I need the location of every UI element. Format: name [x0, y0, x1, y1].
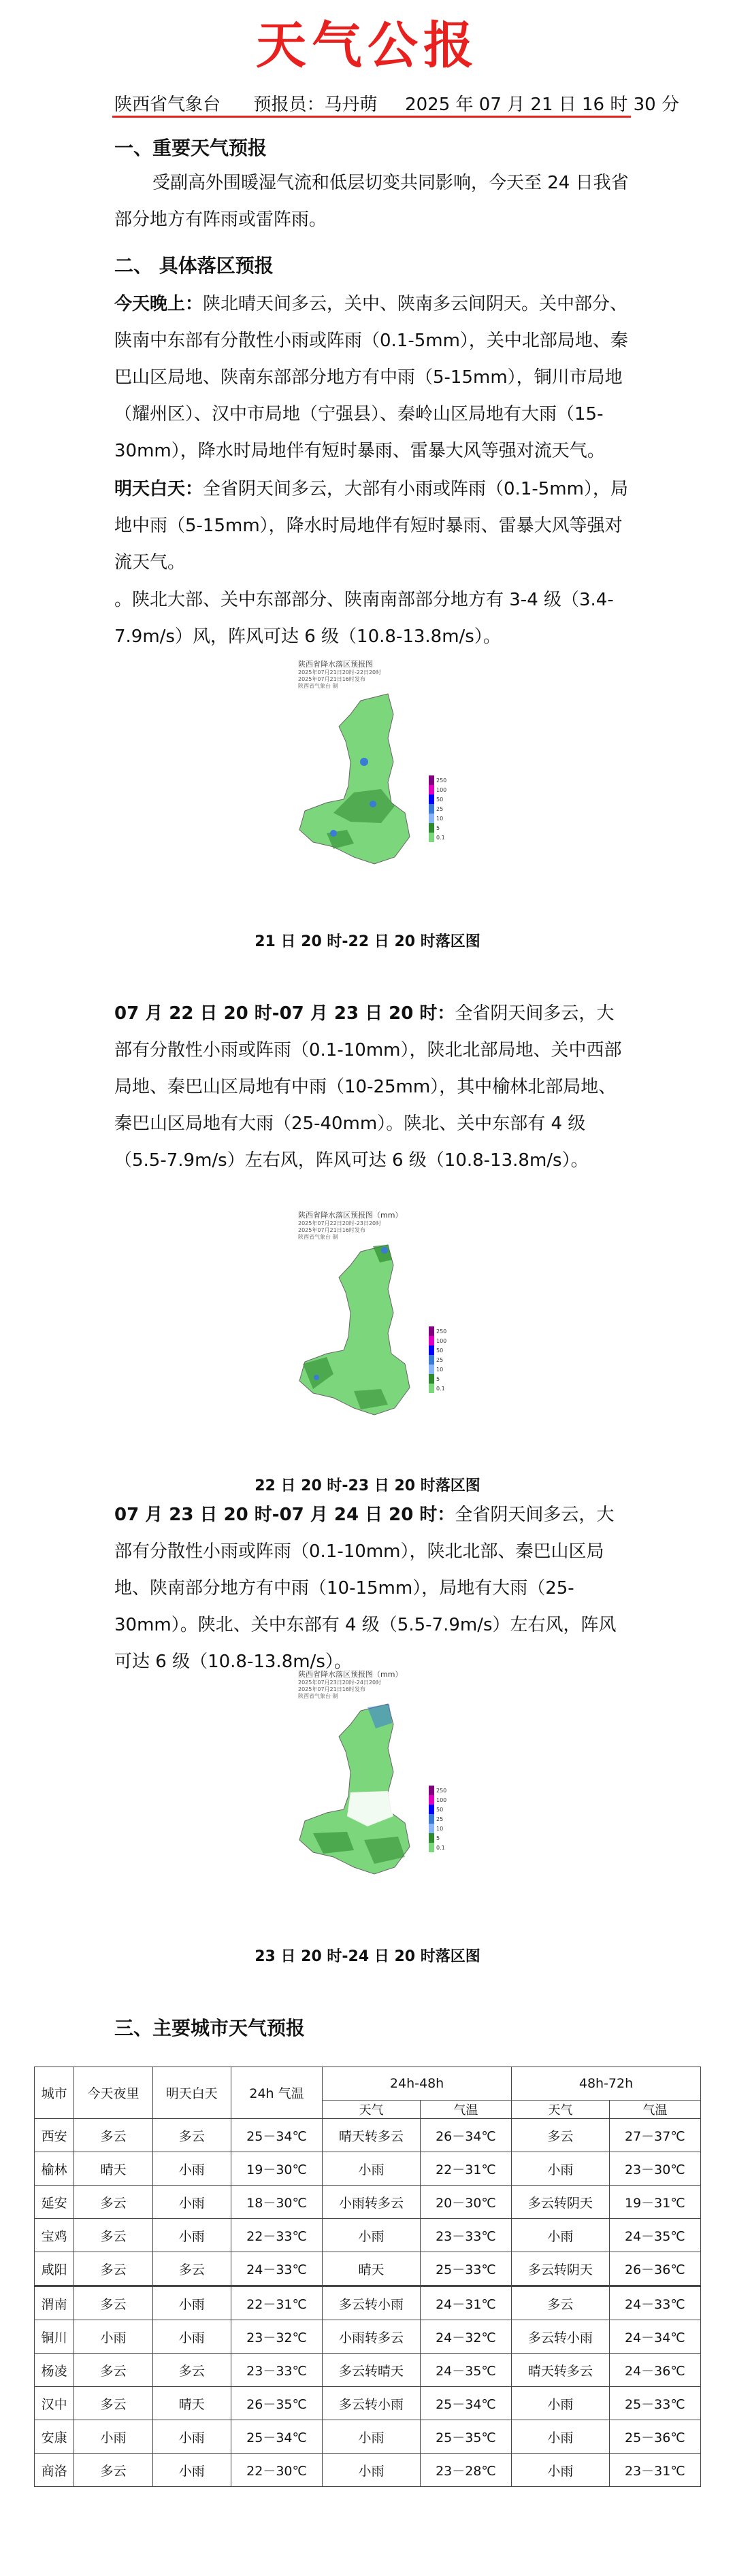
table-cell: 小雨转多云 — [323, 2320, 421, 2354]
table-cell: 小雨 — [512, 2152, 610, 2186]
legend-entry — [429, 823, 446, 833]
map1-caption: 21 日 20 时-22 日 20 时落区图 — [255, 933, 480, 950]
table-cell: 25－34℃ — [420, 2387, 511, 2420]
legend-label: 250 — [436, 777, 447, 784]
table-cell: 晴天 — [323, 2252, 421, 2286]
table-cell: 19－31℃ — [609, 2186, 700, 2219]
table-cell: 22－30℃ — [231, 2454, 322, 2487]
table-cell: 小雨 — [323, 2420, 421, 2454]
reporter: 预报员：马丹萌 — [253, 95, 378, 115]
table-cell: 26－34℃ — [420, 2119, 511, 2152]
city-cell: 安康 — [35, 2420, 74, 2454]
legend-entry — [429, 804, 446, 814]
legend-swatch — [429, 1355, 434, 1365]
legend-label: 50 — [436, 796, 444, 803]
table-cell: 小雨 — [152, 2420, 231, 2454]
legend-entry — [429, 1345, 446, 1355]
col-weather-48: 天气 — [323, 2101, 421, 2119]
legend-entry — [429, 814, 446, 823]
table-cell: 多云 — [74, 2186, 152, 2219]
table-cell: 25－34℃ — [231, 2119, 322, 2152]
forecast-23-24 — [114, 1496, 632, 1680]
precip-map-3 — [286, 1670, 447, 1894]
table-cell: 25－34℃ — [231, 2420, 322, 2454]
legend-swatch — [429, 1833, 434, 1843]
table-cell: 多云 — [512, 2119, 610, 2152]
legend-entry — [429, 1355, 446, 1365]
city-cell: 杨凌 — [35, 2354, 74, 2387]
legend-label: 10 — [436, 1825, 444, 1832]
col-weather-72: 天气 — [512, 2101, 610, 2119]
table-row — [35, 2454, 701, 2487]
col-tonight: 今天夜里 — [74, 2067, 152, 2119]
table-cell: 23－32℃ — [231, 2320, 322, 2354]
col-tomorrow: 明天白天 — [152, 2067, 231, 2119]
legend-swatch — [429, 785, 434, 794]
tomorrow-text: 全省阴天间多云，大部有小雨或阵雨（0.1-5mm），局地中雨（5-15mm），降水时局地伴有短时暴雨、雷暴大风等强对流天气。 — [114, 479, 628, 573]
table-cell: 26－36℃ — [609, 2252, 700, 2286]
map3-caption: 23 日 20 时-24 日 20 时落区图 — [255, 1948, 480, 1965]
city-forecast-table — [34, 2067, 701, 2487]
col-temp-48: 气温 — [420, 2101, 511, 2119]
legend-entry — [429, 1384, 446, 1393]
table-cell: 小雨 — [152, 2219, 231, 2252]
precip-map-1 — [286, 660, 447, 884]
table-body — [35, 2119, 701, 2487]
legend-swatch — [429, 1805, 434, 1814]
section3-heading: 三、主要城市天气预报 — [114, 2017, 306, 2039]
city-cell: 西安 — [35, 2119, 74, 2152]
table-cell: 18－30℃ — [231, 2186, 322, 2219]
legend-label: 25 — [436, 1356, 444, 1363]
section1-heading: 一、重要天气预报 — [114, 137, 267, 159]
table-cell: 小雨 — [323, 2454, 421, 2487]
city-cell: 榆林 — [35, 2152, 74, 2186]
legend-swatch — [429, 1824, 434, 1833]
col-temp24: 24h 气温 — [231, 2067, 322, 2119]
legend-entry — [429, 833, 446, 842]
table-cell: 小雨 — [74, 2320, 152, 2354]
col-group-48-72: 48h-72h — [512, 2067, 701, 2101]
forecast-23-24-label: 07 月 23 日 20 时-07 月 24 日 20 时： — [114, 1505, 455, 1525]
table-cell: 26－35℃ — [231, 2387, 322, 2420]
city-cell: 延安 — [35, 2186, 74, 2219]
table-cell: 24－36℃ — [609, 2354, 700, 2387]
table-cell: 多云 — [74, 2387, 152, 2420]
city-cell: 咸阳 — [35, 2252, 74, 2286]
table-row — [35, 2252, 701, 2286]
legend-entry — [429, 1843, 446, 1852]
legend-swatch — [429, 1345, 434, 1355]
table-cell: 小雨 — [512, 2420, 610, 2454]
legend-swatch — [429, 1814, 434, 1824]
table-cell: 24－35℃ — [609, 2219, 700, 2252]
table-cell: 晴天 — [152, 2387, 231, 2420]
table-cell: 多云 — [512, 2286, 610, 2320]
legend-entry — [429, 1814, 446, 1824]
legend-swatch — [429, 1384, 434, 1393]
map2-legend — [429, 1326, 446, 1393]
legend-label: 50 — [436, 1347, 444, 1354]
table-cell: 23－30℃ — [609, 2152, 700, 2186]
map1-subtitle: 2025年07月21日20时-22日20时 2025年07月21日16时发布 陕西省气象台 制 — [298, 669, 382, 689]
forecast-22-23-label: 07 月 22 日 20 时-07 月 23 日 20 时： — [114, 1003, 455, 1024]
table-cell: 多云 — [152, 2252, 231, 2286]
table-cell: 多云 — [74, 2252, 152, 2286]
section2-heading: 二、 具体落区预报 — [114, 254, 274, 277]
map2-subtitle: 2025年07月22日20时-23日20时 2025年07月21日16时发布 陕西省气象台 制 — [298, 1220, 382, 1240]
legend-entry — [429, 1374, 446, 1384]
table-cell: 多云 — [74, 2454, 152, 2487]
table-cell: 小雨 — [74, 2420, 152, 2454]
table-cell: 23－28℃ — [420, 2454, 511, 2487]
legend-entry — [429, 1336, 446, 1345]
col-city: 城市 — [35, 2067, 74, 2119]
legend-label: 5 — [436, 824, 440, 831]
legend-entry — [429, 794, 446, 804]
map1-shape — [286, 660, 442, 884]
table-cell: 小雨转多云 — [323, 2186, 421, 2219]
legend-entry — [429, 1795, 446, 1805]
legend-entry — [429, 1833, 446, 1843]
table-row — [35, 2286, 701, 2320]
legend-label: 50 — [436, 1806, 444, 1813]
legend-entry — [429, 785, 446, 794]
map3-legend — [429, 1786, 446, 1852]
legend-label: 100 — [436, 1337, 447, 1344]
legend-label: 25 — [436, 1816, 444, 1822]
table-row — [35, 2320, 701, 2354]
legend-entry — [429, 1805, 446, 1814]
table-cell: 小雨 — [152, 2286, 231, 2320]
table-cell: 小雨 — [152, 2186, 231, 2219]
table-row — [35, 2186, 701, 2219]
table-cell: 多云转小雨 — [323, 2286, 421, 2320]
map3-legend-items — [429, 1786, 446, 1852]
map2-legend-items — [429, 1326, 446, 1393]
table-cell: 24－32℃ — [420, 2320, 511, 2354]
table-cell: 20－30℃ — [420, 2186, 511, 2219]
table-cell: 小雨 — [512, 2387, 610, 2420]
legend-label: 5 — [436, 1375, 440, 1382]
table-cell: 晴天转多云 — [512, 2354, 610, 2387]
map3-subtitle: 2025年07月23日20时-24日20时 2025年07月21日16时发布 陕西省气象台 制 — [298, 1679, 382, 1699]
tomorrow-forecast — [114, 471, 632, 581]
table-cell: 24－33℃ — [231, 2252, 322, 2286]
table-cell: 多云 — [152, 2119, 231, 2152]
legend-entry — [429, 1365, 446, 1374]
tomorrow-label: 明天白天： — [114, 479, 203, 499]
legend-label: 5 — [436, 1835, 440, 1841]
table-cell: 多云转小雨 — [512, 2320, 610, 2354]
section1-body: 受副高外围暖湿气流和低层切变共同影响，今天至 24 日我省部分地方有阵雨或雷阵雨。 — [114, 173, 629, 230]
legend-swatch — [429, 833, 434, 842]
table-cell: 23－31℃ — [609, 2454, 700, 2487]
table-cell: 22－33℃ — [231, 2219, 322, 2252]
table-cell: 25－36℃ — [609, 2420, 700, 2454]
forecast-22-23 — [114, 995, 632, 1179]
legend-swatch — [429, 1365, 434, 1374]
table-cell: 多云转晴天 — [323, 2354, 421, 2387]
map3-title: 陕西省降水落区预报图（mm） — [298, 1670, 403, 1679]
table-cell: 多云 — [152, 2354, 231, 2387]
table-row — [35, 2219, 701, 2252]
tonight-label: 今天晚上： — [114, 294, 203, 314]
table-row — [35, 2119, 701, 2152]
table-row — [35, 2354, 701, 2387]
legend-swatch — [429, 823, 434, 833]
legend-swatch — [429, 794, 434, 804]
forecast-23-24-text: 全省阴天间多云，大部有分散性小雨或阵雨（0.1-10mm），陕北北部、秦巴山区局地、陕南部分地方有中雨（10-15mm），局地有大雨（25-30mm）。陕北、关中东部有 4 级（5.5-7.9m/s）左右风，阵风可达 6 级（10.8-13.8m/s）。 — [114, 1505, 617, 1672]
header-divider — [112, 116, 631, 118]
table-cell: 23－33℃ — [231, 2354, 322, 2387]
table-cell: 多云转小雨 — [323, 2387, 421, 2420]
legend-swatch — [429, 1336, 434, 1345]
issue-datetime: 2025 年 07 月 21 日 16 时 30 分 — [405, 95, 679, 115]
legend-label: 100 — [436, 786, 447, 793]
table-cell: 25－33℃ — [609, 2387, 700, 2420]
map1-legend-items — [429, 775, 446, 842]
table-cell: 多云 — [74, 2354, 152, 2387]
table-cell: 多云转阴天 — [512, 2186, 610, 2219]
legend-label: 0.1 — [436, 1844, 445, 1851]
table-cell: 22－31℃ — [231, 2286, 322, 2320]
map2-title: 陕西省降水落区预报图（mm） — [298, 1211, 403, 1220]
legend-label: 0.1 — [436, 1385, 445, 1392]
table-cell: 晴天转多云 — [323, 2119, 421, 2152]
legend-label: 0.1 — [436, 834, 445, 841]
table-cell: 24－33℃ — [609, 2286, 700, 2320]
tonight-text: 陕北晴天间多云，关中、陕南多云间阴天。关中部分、陕南中东部有分散性小雨或阵雨（0.1-5mm），关中北部局地、秦巴山区局地、陕南东部部分地方有中雨（5-15mm），铜川市局地（耀州区）、汉中市局地（宁强县）、秦岭山区局地有大雨（15-30mm），降水时局地伴有短时暴雨、雷暴大风等强对流天气。 — [114, 294, 628, 461]
legend-swatch — [429, 1843, 434, 1852]
table-cell: 25－33℃ — [420, 2252, 511, 2286]
bulletin-title: 天气公报 — [256, 16, 479, 75]
legend-label: 10 — [436, 815, 444, 822]
city-cell: 商洛 — [35, 2454, 74, 2487]
table-cell: 晴天 — [74, 2152, 152, 2186]
map1-legend — [429, 775, 446, 842]
table-row — [35, 2387, 701, 2420]
table-cell: 24－35℃ — [420, 2354, 511, 2387]
table-cell: 多云 — [74, 2286, 152, 2320]
table-cell: 24－31℃ — [420, 2286, 511, 2320]
legend-swatch — [429, 804, 434, 814]
table-row — [35, 2420, 701, 2454]
col-temp-72: 气温 — [609, 2101, 700, 2119]
table-cell: 小雨 — [512, 2219, 610, 2252]
table-cell: 多云 — [74, 2219, 152, 2252]
table-cell: 27－37℃ — [609, 2119, 700, 2152]
legend-label: 100 — [436, 1796, 447, 1803]
legend-label: 10 — [436, 1366, 444, 1373]
table-cell: 多云转阴天 — [512, 2252, 610, 2286]
city-cell: 汉中 — [35, 2387, 74, 2420]
legend-entry — [429, 1326, 446, 1336]
col-group-24-48: 24h-48h — [323, 2067, 512, 2101]
forecast-22-23-text: 全省阴天间多云，大部有分散性小雨或阵雨（0.1-10mm），陕北北部局地、关中西部局地、秦巴山区局地有中雨（10-25mm），其中榆林北部局地、秦巴山区局地有大雨（25-40mm）。陕北、关中东部有 4 级（5.5-7.9m/s）左右风，阵风可达 6 级（10.8-13.8m/s）。 — [114, 1003, 622, 1171]
table-cell: 小雨 — [512, 2454, 610, 2487]
legend-swatch — [429, 1326, 434, 1336]
table-cell: 19－30℃ — [231, 2152, 322, 2186]
table-cell: 23－33℃ — [420, 2219, 511, 2252]
table-row — [35, 2152, 701, 2186]
legend-entry — [429, 1824, 446, 1833]
map2-caption: 22 日 20 时-23 日 20 时落区图 — [255, 1477, 480, 1494]
legend-swatch — [429, 775, 434, 785]
table-cell: 22－31℃ — [420, 2152, 511, 2186]
city-cell: 铜川 — [35, 2320, 74, 2354]
table-cell: 小雨 — [323, 2152, 421, 2186]
legend-label: 250 — [436, 1328, 447, 1335]
bulletin-header — [114, 90, 679, 116]
table-cell: 25－35℃ — [420, 2420, 511, 2454]
map3-shape — [286, 1670, 442, 1894]
map1-title: 陕西省降水落区预报图 — [298, 660, 373, 669]
legend-swatch — [429, 1786, 434, 1795]
map2-shape — [286, 1211, 442, 1435]
tonight-forecast — [114, 286, 632, 469]
table-cell: 小雨 — [152, 2454, 231, 2487]
issuing-org: 陕西省气象台 — [114, 95, 221, 115]
legend-swatch — [429, 1374, 434, 1384]
legend-entry — [429, 775, 446, 785]
wind-forecast: 。陕北大部、关中东部部分、陕南南部部分地方有 3-4 级（3.4-7.9m/s）风，阵风可达 6 级（10.8-13.8m/s）。 — [114, 590, 614, 647]
table-cell: 小雨 — [152, 2320, 231, 2354]
precip-map-2 — [286, 1211, 447, 1435]
legend-label: 25 — [436, 805, 444, 812]
table-cell: 多云 — [74, 2119, 152, 2152]
table-cell: 24－34℃ — [609, 2320, 700, 2354]
table-cell: 小雨 — [152, 2152, 231, 2186]
city-cell: 渭南 — [35, 2286, 74, 2320]
legend-swatch — [429, 814, 434, 823]
legend-entry — [429, 1786, 446, 1795]
legend-swatch — [429, 1795, 434, 1805]
city-cell: 宝鸡 — [35, 2219, 74, 2252]
table-cell: 小雨 — [323, 2219, 421, 2252]
legend-label: 250 — [436, 1787, 447, 1794]
